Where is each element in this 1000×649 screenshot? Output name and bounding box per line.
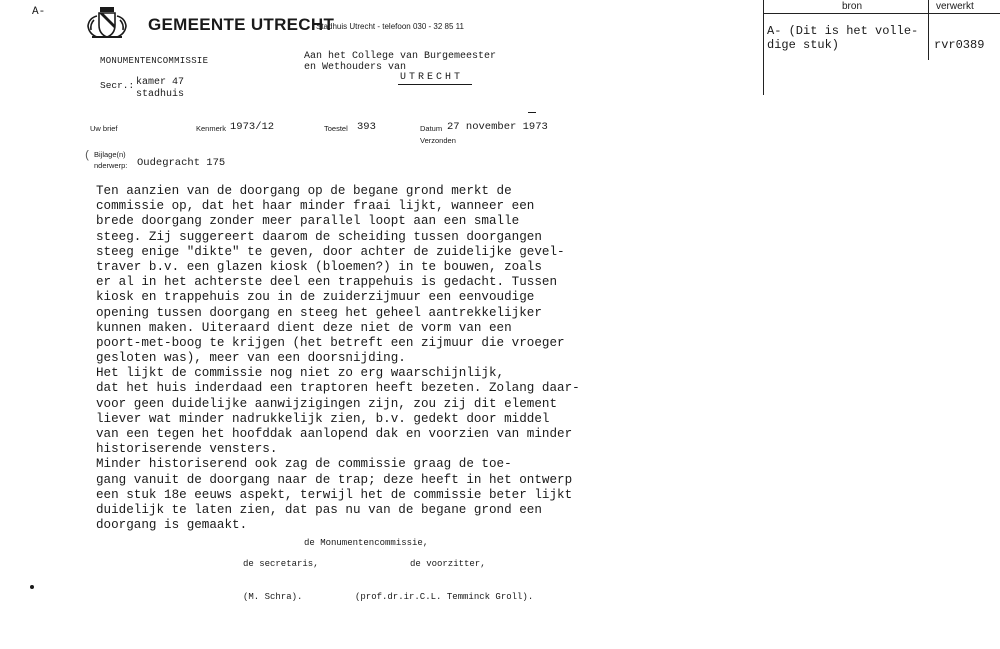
verzonden-label: Verzonden (420, 136, 456, 145)
body-line: historiserende vensters. (96, 442, 278, 457)
body-line: liever wat minder nadrukkelijk zien, b.v. gedekt door middel (96, 411, 550, 426)
addressee-line-2: en Wethouders van (304, 62, 407, 73)
body-line: steeg. Zij suggereert daarom de scheiding tussen doorgangen (96, 229, 542, 244)
toestel-value: 393 (357, 121, 376, 133)
closing-organization: de Monumentencommissie, (304, 538, 429, 548)
sender-name: MONUMENTENCOMMISSIE (100, 56, 209, 66)
body-line: gesloten was), meer van een doorsnijding. (96, 351, 406, 366)
bron-value-line-2: dige stuk) (767, 38, 840, 52)
kenmerk-label: Kenmerk (196, 124, 227, 133)
secretariat-building: stadhuis (136, 89, 185, 100)
datum-label: Datum (420, 124, 443, 133)
table-border (928, 0, 929, 60)
body-line: Minder historiserend ook zag de commissie graag de toe- (96, 457, 512, 472)
body-line: Het lijkt de commissie nog niet zo erg waarschijnlijk, (96, 366, 505, 381)
verwerkt-value: rvr0389 (934, 38, 985, 52)
onderwerp-label: nderwerp: (94, 161, 128, 170)
body-line: brede doorgang zonder meer parallel loopt aan een smalle (96, 214, 520, 229)
secretary-name: (M. Schra). (243, 592, 303, 602)
body-line: steeg enige "dikte" te geven, door achter de zuidelijke gevel- (96, 244, 565, 259)
stray-dot (30, 585, 34, 589)
municipal-crest-logo (84, 6, 136, 40)
margin-mark: A- (32, 6, 46, 18)
chair-title: de voorzitter, (410, 559, 486, 569)
addressee-line-1: Aan het College van Burgemeester (304, 51, 497, 62)
kenmerk-value: 1973/12 (230, 121, 275, 133)
body-line: kunnen maken. Uiteraard dient deze niet de vorm van een (96, 320, 512, 335)
onderwerp-value: Oudegracht 175 (137, 157, 226, 169)
letter-body (96, 184, 580, 533)
body-line: doorgang is gemaakt. (96, 518, 248, 533)
body-line: poort-met-boog te krijgen (het betreft een zijmuur die vroeger (96, 335, 565, 350)
body-line: opening tussen doorgang en steeg het geheel aantrekkelijker (96, 305, 542, 320)
body-line: dat het huis inderdaad een traptoren heeft bezeten. Zolang daar- (96, 381, 580, 396)
column-header-verwerkt: verwerkt (936, 1, 974, 12)
bron-value-line-1: A- (Dit is het volle- (767, 24, 919, 38)
margin-tick (528, 112, 536, 113)
secretariat-room: kamer 47 (136, 77, 185, 88)
secretary-title: de secretaris, (243, 559, 319, 569)
addressee-underline (398, 84, 472, 85)
body-line: een stuk 18e eeuws aspekt, terwijl het de commissie beter lijkt (96, 487, 573, 502)
body-line: voor geen duidelijke aanwijzigingen zijn, zou zij dit element (96, 396, 558, 411)
column-header-bron: bron (842, 1, 863, 12)
body-line: er al in het achterste deel een trappehuis is gedacht. Tussen (96, 275, 558, 290)
table-border (763, 13, 1000, 14)
body-line: traver b.v. een glazen kiosk (bloemen?) in te bouwen, zoals (96, 259, 542, 274)
hole-punch-mark: ( (84, 150, 91, 162)
uw-brief-label: Uw brief (90, 124, 118, 133)
toestel-label: Toestel (324, 124, 348, 133)
body-line: duidelijk te laten zien, dat pas nu van de begane grond een (96, 502, 542, 517)
chair-name: (prof.dr.ir.C.L. Temminck Groll). (355, 592, 534, 602)
addressee-city: UTRECHT (400, 72, 464, 83)
body-line: van een tegen het hoofddak aanlopend dak en voorzien van minder (96, 427, 573, 441)
bijlagen-label: Bijlage(n) (94, 150, 126, 159)
body-line: kiosk en trappehuis zou in de zuiderzijmuur een eenvoudige (96, 290, 535, 305)
body-line: gang vanuit de doorgang naar de trap; deze heeft in het ontwerp (96, 472, 573, 487)
table-border (763, 0, 764, 95)
body-line: commissie op, dat het haar minder fraai lijkt, wanneer een (96, 199, 535, 214)
body-line: Ten aanzien van de doorgang op de begane grond merkt de (96, 184, 512, 198)
secretariat-label: Secr.: (100, 80, 135, 91)
datum-value: 27 november 1973 (447, 121, 548, 133)
municipality-contact: Stadhuis Utrecht - telefoon 030 - 32 85 11 (316, 22, 464, 31)
municipality-name: GEMEENTE UTRECHT (148, 15, 335, 34)
